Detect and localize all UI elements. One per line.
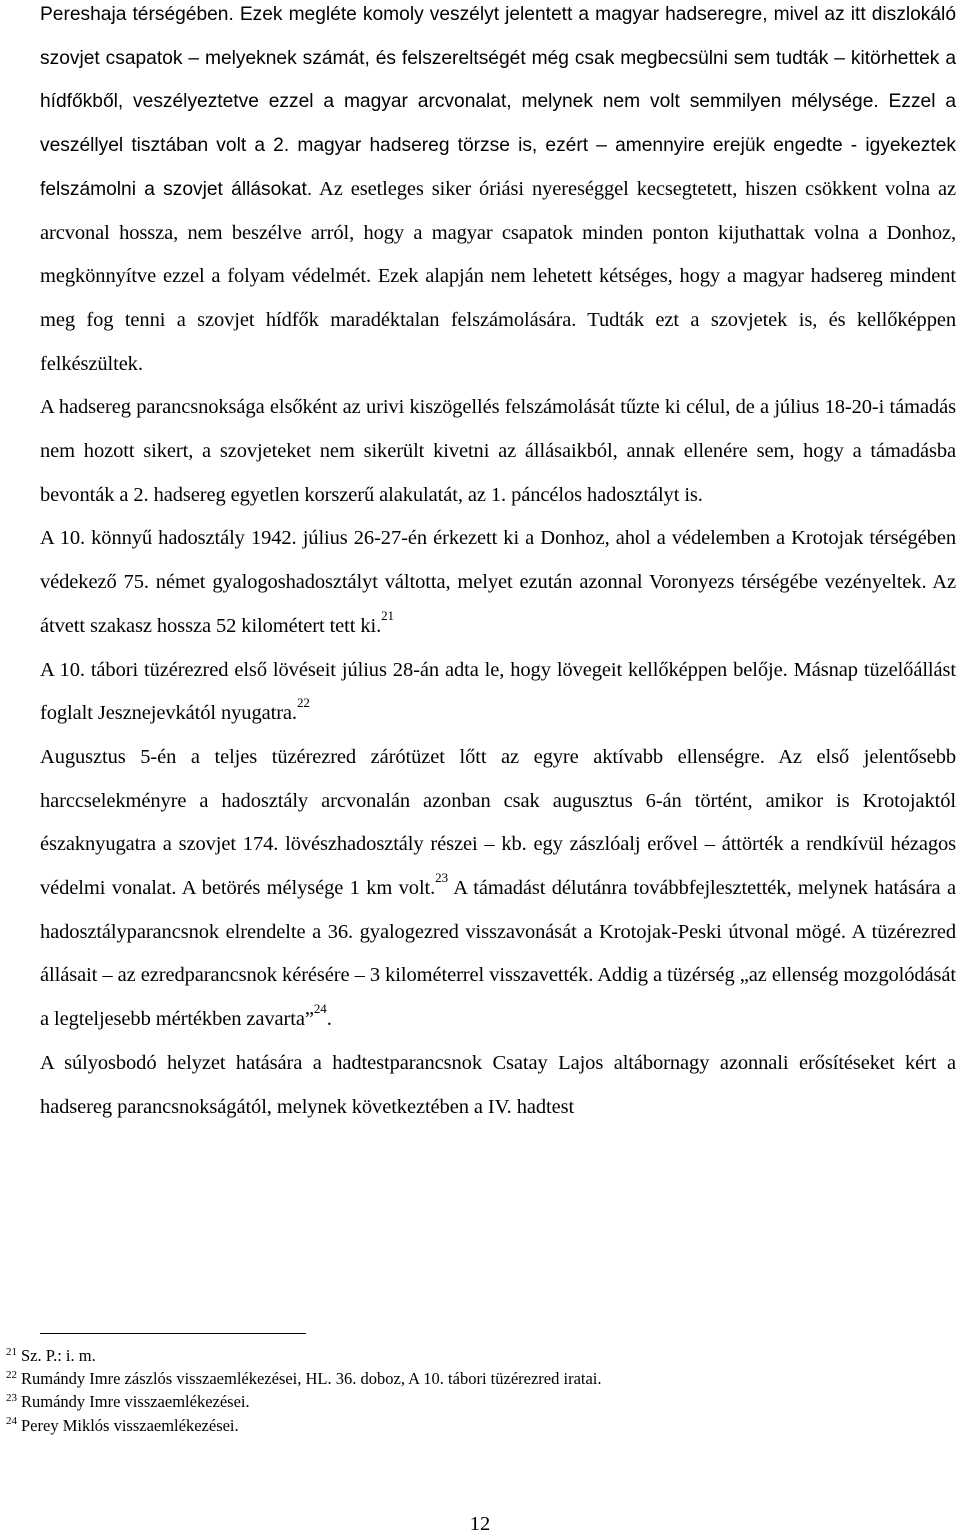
footnote-ref-23[interactable]: 23 (435, 870, 448, 886)
page-number: 12 (469, 1513, 491, 1535)
footnote-number: 22 (6, 1368, 17, 1381)
paragraph-1-part-a: Pereshaja térségében. Ezek megléte komoly veszélyt jelentett a magyar hadseregre, mivel az itt diszlokáló szovjet csapatok – melyeknek számát, és felszereltségét még csak megbecsülni sem tudták – kitörhettek a hídfőkből, veszélyeztetve ezzel a magyar arcvonalat, melynek nem volt semmilyen mélysége. Ezzel a veszéllyel tisztában volt a 2. magyar hadsereg törzse is, ezért – amennyire erejük engedte - igyekeztek felszámolni a szovjet állásokat. (40, 4, 956, 200)
footnote-text: Sz. P.: i. m. (21, 1346, 96, 1365)
paragraph-3-text: A 10. könnyű hadosztály 1942. július 26-27-én érkezett ki a Donhoz, ahol a védelemben a Krotojak térségében védekező 75. német gyalogoshadosztályt váltotta, melyet ezután azonnal Voronyezs térségébe vezényeltek. Az átvett szakasz hossza 52 kilométert tett ki. (40, 527, 956, 637)
footnotes (6, 1344, 906, 1437)
paragraph-2 (40, 386, 956, 517)
paragraph-3 (40, 517, 956, 648)
body-text (40, 0, 956, 1129)
footnote-number: 23 (6, 1391, 17, 1404)
paragraph-6 (40, 1042, 956, 1129)
footnote-24 (6, 1414, 906, 1437)
footnote-ref-21[interactable]: 21 (381, 608, 394, 624)
footnote-23 (6, 1390, 906, 1413)
footnote-text: Rumándy Imre visszaemlékezései. (21, 1392, 250, 1412)
paragraph-5-text: Augusztus 5-én a teljes tüzérezred zárótüzet lőtt az egyre aktívabb ellenségre. Az első jelentősebb harccselekményre a hadosztály arcvonalán azonban csak augusztus 6-án történt, amikor is Krotojaktól északnyugatra a szovjet 174. lövészhadosztály részei – kb. egy zászlóalj erővel – áttörték a rendkívül hézagos védelmi vonalat. A betörés mélysége 1 km volt. (40, 745, 956, 900)
paragraph-6-text: A súlyosbodó helyzet hatására a hadtestparancsnok Csatay Lajos altábornagy azonnali erősítéseket kért a hadsereg parancsnokságától, melynek következtében a IV. hadtest (40, 1051, 956, 1118)
paragraph-1-part-b: Az esetleges siker óriási nyereséggel kecsegtetett, hiszen csökkent volna az arcvonal hossza, nem beszélve arról, hogy a magyar csapatok minden ponton kijuthattak volna a Donhoz, megkönnyítve ezzel a folyam védelmét. Ezek alapján nem lehetett kétséges, hogy a magyar hadsereg mindent meg fog tenni a szovjet hídfők maradéktalan felszámolására. Tudták ezt a szovjetek is, és kellőképpen felkészültek. (40, 177, 957, 375)
paragraph-1 (40, 0, 956, 386)
footnote-number: 21 (6, 1345, 17, 1358)
footnote-ref-24[interactable]: 24 (313, 1001, 327, 1017)
paragraph-5-continuation: A támadást délutánra továbbfejlesztették, melynek hatására a hadosztályparancsnok elrendelte a 36. gyalogezred visszavonását a Krotojak-Peski útvonal mögé. A tüzérezred állásait – az ezredparancsnok kérésére – 3 kilométerrel visszavették. Addig a tüzérség „az ellenség mozgolódását a legteljesebb mértékben zavarta” (40, 877, 956, 1031)
paragraph-4-text: A 10. tábori tüzérezred első lövéseit július 28-án adta le, hogy lövegeit kellőképpen belője. Másnap tüzelőállást foglalt Jesznejevkától nyugatra. (40, 658, 956, 725)
footnote-text: Rumándy Imre zászlós visszaemlékezései, HL. 36. doboz, A 10. tábori tüzérezred iratai. (21, 1369, 602, 1389)
footnote-text: Perey Miklós visszaemlékezései. (21, 1415, 239, 1435)
footnote-22 (6, 1367, 906, 1390)
footnote-number: 24 (6, 1415, 17, 1428)
footnote-separator (40, 1333, 306, 1334)
paragraph-5-end: . (326, 1008, 332, 1031)
paragraph-5 (40, 736, 956, 1042)
footnote-ref-22[interactable]: 22 (296, 695, 310, 711)
footnote-21 (6, 1344, 906, 1367)
paragraph-2-text: A hadsereg parancsnoksága elsőként az urivi kiszögellés felszámolását tűzte ki célul, de a július 18-20-i támadás nem hozott sikert, a szovjeteket nem sikerült kivetni az állásaikból, annak ellenére sem, hogy a támadásba bevonták a 2. hadsereg egyetlen korszerű alakulatát, az 1. páncélos hadosztályt is. (40, 396, 956, 506)
paragraph-4 (40, 649, 956, 736)
